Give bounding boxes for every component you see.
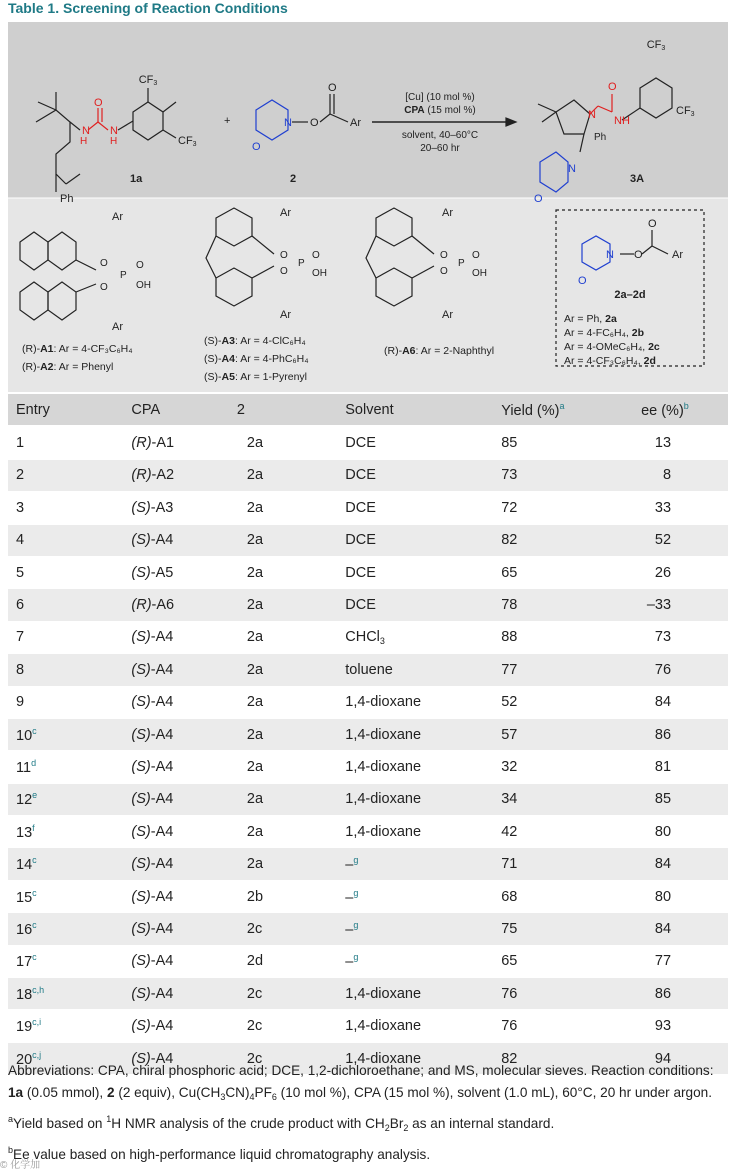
cell-yield: 52	[501, 686, 641, 718]
cell-ee: 84	[641, 686, 728, 718]
table-row	[8, 426, 728, 459]
ar-label: Ar	[280, 207, 291, 219]
cell-substrate: 2a	[237, 654, 345, 686]
cell-cpa: (S)-A4	[131, 718, 236, 750]
cell-substrate: 2c	[237, 1010, 345, 1042]
cell-solvent: –$^g$	[345, 848, 501, 880]
cell-ee: 80	[641, 880, 728, 912]
cell-yield: 77	[501, 654, 641, 686]
cell-entry: 18$^{c,h}$	[8, 978, 131, 1010]
table-footnotes	[8, 1060, 726, 1166]
cell-yield: 72	[501, 492, 641, 524]
cell-entry: 9	[8, 686, 131, 718]
cell-ee: 86	[641, 978, 728, 1010]
atom-p: P	[298, 258, 305, 269]
cell-ee: 73	[641, 621, 728, 653]
atom-o: O	[252, 141, 261, 153]
atom-o: O	[634, 249, 643, 261]
cell-substrate: 2a	[237, 459, 345, 491]
cell-entry: 7	[8, 621, 131, 653]
cell-ee: 86	[641, 718, 728, 750]
results-table	[8, 394, 728, 1075]
cell-ee: 77	[641, 945, 728, 977]
catalyst-a5-label: (S)-A5: Ar = 1-Pyrenyl	[204, 371, 308, 383]
table-row	[8, 718, 728, 750]
cell-ee: 93	[641, 1010, 728, 1042]
table-row	[8, 654, 728, 686]
cell-solvent: DCE	[345, 556, 501, 588]
catalyst-a6-label: (R)-A6: Ar = 2-Naphthyl	[384, 345, 495, 357]
atom-nh: NH	[614, 115, 630, 127]
table-row	[8, 913, 728, 945]
reagent-2-label: 2	[290, 173, 297, 185]
ar-label: Ar	[112, 321, 123, 333]
atom-oh: OH	[136, 280, 151, 291]
header-substrate: 2	[237, 394, 345, 426]
cell-yield: 82	[501, 524, 641, 556]
cell-yield: 32	[501, 751, 641, 783]
cell-substrate: 2a	[237, 589, 345, 621]
cell-solvent: DCE	[345, 492, 501, 524]
conditions-time: 20–60 hr	[420, 143, 460, 154]
atom-h: H	[110, 136, 118, 147]
table-row	[8, 524, 728, 556]
cell-yield: 65	[501, 556, 641, 588]
cell-ee: 81	[641, 751, 728, 783]
cell-ee: 94	[641, 1042, 728, 1074]
cell-entry: 14$^c$	[8, 848, 131, 880]
atom-n: N	[284, 117, 292, 129]
ar-label: Ar	[442, 207, 453, 219]
atom-o: O	[310, 117, 319, 129]
cell-cpa: (S)-A4	[131, 978, 236, 1010]
table-row	[8, 880, 728, 912]
cell-cpa: (S)-A4	[131, 686, 236, 718]
conditions-cpa: CPA (15 mol %)	[404, 105, 476, 116]
atom-n: N	[82, 125, 90, 137]
conditions-solvent: solvent, 40–60°C	[401, 130, 479, 141]
cell-substrate: 2a	[237, 751, 345, 783]
cell-solvent: 1,4-dioxane	[345, 751, 501, 783]
ar-label: Ar	[112, 211, 123, 223]
ph-label: Ph	[60, 193, 74, 205]
cell-entry: 11$^d$	[8, 751, 131, 783]
atom-o: O	[136, 260, 144, 271]
cell-ee: 52	[641, 524, 728, 556]
atom-o: O	[534, 193, 543, 205]
cell-entry: 2	[8, 459, 131, 491]
header-ee: ee (%)$^b$	[641, 394, 728, 426]
cell-yield: 71	[501, 848, 641, 880]
cell-solvent: 1,4-dioxane	[345, 718, 501, 750]
cell-entry: 12e	[8, 783, 131, 815]
cell-substrate: 2a	[237, 621, 345, 653]
cell-yield: 73	[501, 459, 641, 491]
cell-substrate: 2c	[237, 978, 345, 1010]
cell-cpa: (S)-A4	[131, 1042, 236, 1074]
atom-o: O	[94, 97, 103, 109]
atom-p: P	[458, 258, 465, 269]
cell-cpa: (S)-A4	[131, 621, 236, 653]
atom-o: O	[328, 82, 337, 94]
cell-solvent: 1,4-dioxane	[345, 783, 501, 815]
cell-cpa: (S)-A4	[131, 783, 236, 815]
header-entry: Entry	[8, 394, 131, 426]
cell-solvent: –$^g$	[345, 880, 501, 912]
product-3a-label: 3A	[630, 173, 645, 185]
atom-h: H	[80, 136, 88, 147]
cell-solvent: 1,4-dioxane	[345, 1010, 501, 1042]
atom-n: N	[110, 125, 118, 137]
catalyst-a4-label: (S)-A4: Ar = 4-PhC₆H₄	[204, 353, 309, 365]
cell-cpa: (S)-A4	[131, 848, 236, 880]
cell-entry: 16$^c$	[8, 913, 131, 945]
atom-p: P	[120, 270, 127, 281]
cell-entry: 15$^c$	[8, 880, 131, 912]
cell-solvent: CHCl$_3$	[345, 621, 501, 653]
cell-cpa: (S)-A4	[131, 654, 236, 686]
cell-solvent: –$^g$	[345, 913, 501, 945]
cell-substrate: 2d	[237, 945, 345, 977]
cell-solvent: DCE	[345, 589, 501, 621]
ar-label: Ar	[672, 249, 683, 261]
cell-ee: 80	[641, 816, 728, 848]
scheme-drawing	[8, 22, 728, 392]
atom-oh: OH	[312, 268, 327, 279]
table-row	[8, 589, 728, 621]
atom-n: N	[606, 249, 614, 261]
cell-entry: 8	[8, 654, 131, 686]
reaction-scheme	[8, 22, 728, 392]
cell-substrate: 2a	[237, 783, 345, 815]
cell-ee: 13	[641, 426, 728, 459]
cell-solvent: DCE	[345, 459, 501, 491]
table-row	[8, 621, 728, 653]
cell-entry: 5	[8, 556, 131, 588]
box-line: Ar = 4-CF₃C₆H₄, 2d	[564, 355, 656, 367]
cell-substrate: 2a	[237, 524, 345, 556]
cell-solvent: 1,4-dioxane	[345, 686, 501, 718]
cell-ee: 84	[641, 848, 728, 880]
cell-cpa: (S)-A4	[131, 816, 236, 848]
cell-substrate: 2a	[237, 718, 345, 750]
box-line: Ar = Ph, 2a	[564, 313, 617, 325]
cell-yield: 34	[501, 783, 641, 815]
cf3-label: CF3	[646, 39, 666, 52]
cell-ee: 26	[641, 556, 728, 588]
table-row	[8, 816, 728, 848]
catalyst-a3-label: (S)-A3: Ar = 4-ClC₆H₄	[204, 335, 306, 347]
cell-solvent: –$^g$	[345, 945, 501, 977]
atom-o: O	[280, 266, 288, 277]
table-row	[8, 751, 728, 783]
cell-yield: 76	[501, 1010, 641, 1042]
cell-entry: 13$^f$	[8, 816, 131, 848]
catalyst-a1-label: (R)-A1: Ar = 4-CF₃C₆H₄	[22, 343, 133, 355]
table-row	[8, 945, 728, 977]
table-row	[8, 1010, 728, 1042]
cell-cpa: (S)-A5	[131, 556, 236, 588]
header-cpa: CPA	[131, 394, 236, 426]
ar-label: Ar	[442, 309, 453, 321]
cell-entry: 6	[8, 589, 131, 621]
cell-cpa: (S)-A4	[131, 751, 236, 783]
header-solvent: Solvent	[345, 394, 501, 426]
cell-solvent: DCE	[345, 524, 501, 556]
watermark: © 化学加	[0, 1160, 41, 1171]
cell-solvent: 1,4-dioxane	[345, 978, 501, 1010]
cell-entry: 20$^{c,j}$	[8, 1042, 131, 1074]
cell-cpa: (S)-A4	[131, 945, 236, 977]
atom-n: N	[568, 163, 576, 175]
cell-solvent: toluene	[345, 654, 501, 686]
cell-ee: 33	[641, 492, 728, 524]
cell-cpa: (S)-A4	[131, 524, 236, 556]
cell-entry: 1	[8, 426, 131, 459]
cell-substrate: 2b	[237, 880, 345, 912]
cell-cpa: (S)-A4	[131, 913, 236, 945]
cell-cpa: (R)-A2	[131, 459, 236, 491]
cell-ee: 84	[641, 913, 728, 945]
cell-yield: 78	[501, 589, 641, 621]
atom-o: O	[648, 218, 657, 230]
cell-entry: 17$^c$	[8, 945, 131, 977]
cell-substrate: 2a	[237, 492, 345, 524]
footnote-b: $^b$Ee value based on high-performance liquid chromatography analysis.	[8, 1145, 431, 1162]
cell-entry: 4	[8, 524, 131, 556]
table-title: Table 1. Screening of Reaction Conditions	[8, 0, 288, 16]
catalyst-a2-label: (R)-A2: Ar = Phenyl	[22, 361, 114, 373]
cell-substrate: 2a	[237, 686, 345, 718]
cell-substrate: 2c	[237, 913, 345, 945]
cell-yield: 57	[501, 718, 641, 750]
table-row	[8, 492, 728, 524]
cell-solvent: DCE	[345, 426, 501, 459]
box-line: Ar = 4-FC₆H₄, 2b	[564, 327, 645, 339]
atom-oh: OH	[472, 268, 487, 279]
cf3-label: CF3	[178, 135, 197, 148]
cell-cpa: (S)-A4	[131, 1010, 236, 1042]
header-yield: Yield (%)$^a$	[501, 394, 641, 426]
cf3-label: CF3	[676, 105, 695, 118]
cell-yield: 76	[501, 978, 641, 1010]
cell-yield: 65	[501, 945, 641, 977]
cell-solvent: 1,4-dioxane	[345, 816, 501, 848]
cell-ee: –33	[641, 589, 728, 621]
cell-yield: 42	[501, 816, 641, 848]
conditions-catalyst: [Cu] (10 mol %)	[405, 92, 475, 103]
atom-o: O	[280, 250, 288, 261]
cell-substrate: 2a	[237, 816, 345, 848]
atom-o: O	[578, 275, 587, 287]
cell-yield: 68	[501, 880, 641, 912]
atom-o: O	[440, 250, 448, 261]
ph-label: Ph	[594, 132, 607, 143]
ar-label: Ar	[280, 309, 291, 321]
cell-ee: 8	[641, 459, 728, 491]
cell-substrate: 2a	[237, 848, 345, 880]
reactant-1a-label: 1a	[130, 173, 143, 185]
table-row	[8, 978, 728, 1010]
cell-entry: 3	[8, 492, 131, 524]
cell-cpa: (R)-A6	[131, 589, 236, 621]
cell-substrate: 2c	[237, 1042, 345, 1074]
atom-o: O	[100, 282, 108, 293]
atom-o: O	[472, 250, 480, 261]
atom-o: O	[100, 258, 108, 269]
cell-cpa: (S)-A3	[131, 492, 236, 524]
footnote-abbreviations: Abbreviations: CPA, chiral phosphoric acid; DCE, 1,2-dichloroethane; and MS, molecular sieves. Reaction conditions: 1a (0.05 mmol), 2 (2 equiv), $Cu(CH_3CN)_4PF_6$ (10 mol %), CPA (15 mol %), solvent (1.0 mL), 60°C, 20 hr under argon.	[8, 1063, 714, 1102]
table-row	[8, 783, 728, 815]
cell-substrate: 2a	[237, 556, 345, 588]
cell-ee: 76	[641, 654, 728, 686]
cell-substrate: 2a	[237, 426, 345, 459]
cell-yield: 82	[501, 1042, 641, 1074]
table-row	[8, 556, 728, 588]
atom-n: N	[588, 109, 596, 121]
box-title: 2a–2d	[614, 289, 646, 301]
cell-entry: 10$^c$	[8, 718, 131, 750]
cf3-label: CF3	[138, 74, 158, 87]
atom-o: O	[440, 266, 448, 277]
cell-entry: 19$^{c,i}$	[8, 1010, 131, 1042]
cell-yield: 88	[501, 621, 641, 653]
table-header-row	[8, 394, 728, 426]
ar-label: Ar	[350, 117, 361, 129]
cell-cpa: (R)-A1	[131, 426, 236, 459]
cell-solvent: 1,4-dioxane	[345, 1042, 501, 1074]
atom-o: O	[312, 250, 320, 261]
plus-sign: +	[224, 115, 231, 127]
table-row	[8, 459, 728, 491]
cell-cpa: (S)-A4	[131, 880, 236, 912]
atom-o: O	[608, 81, 617, 93]
table-row	[8, 848, 728, 880]
cell-ee: 85	[641, 783, 728, 815]
box-line: Ar = 4-OMeC₆H₄, 2c	[564, 341, 660, 353]
footnote-a: $^a$Yield based on $^1$H NMR analysis of the crude product with $CH_2Br_2$ as an internal standard.	[8, 1114, 555, 1133]
cell-yield: 75	[501, 913, 641, 945]
table-row	[8, 686, 728, 718]
cell-yield: 85	[501, 426, 641, 459]
